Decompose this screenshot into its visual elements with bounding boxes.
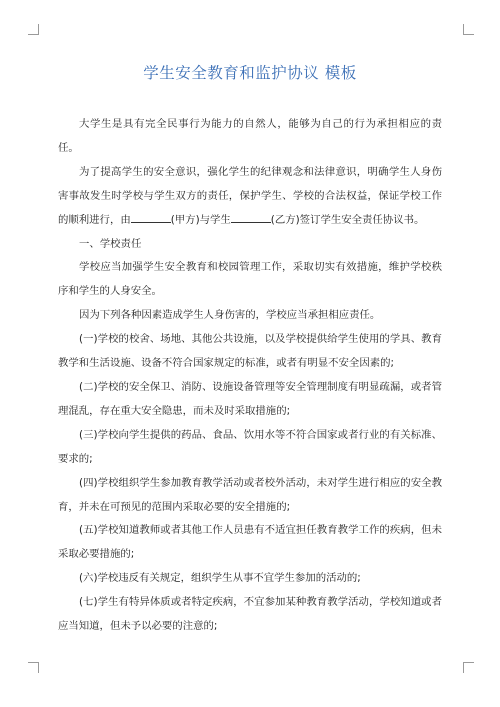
corner-mark-bottom-left xyxy=(28,662,39,673)
clause-6: (六)学校违反有关规定，组织学生从事不宜学生参加的活动的; xyxy=(79,572,361,585)
corner-mark-top-right xyxy=(463,24,474,35)
paragraph-intro xyxy=(58,161,442,233)
document-body xyxy=(58,113,442,639)
clause-5: (五)学校知道教师或者其他工作人员患有不适宜担任教育教学工作的疾病，但未采取必要措施的; xyxy=(58,524,442,561)
party-a-blank[interactable] xyxy=(131,212,171,223)
document-title: 学生安全教育和监护协议 模板 xyxy=(143,64,357,82)
section-heading: 一、学校责任 xyxy=(79,237,142,250)
clause-1: (一)学校的校舍、场地、其他公共设施，以及学校提供给学生使用的学具、教育教学和生活设施、设备不符合国家规定的标准，或者有明显不安全因素的; xyxy=(58,333,442,370)
intro-text-part2: (甲方)与学生 xyxy=(170,213,231,226)
corner-mark-top-left xyxy=(28,24,39,35)
clause-2: (二)学校的安全保卫、消防、设施设备管理等安全管理制度有明显疏漏，或者管理混乱，存在重大安全隐患，而未及时采取措施的; xyxy=(58,380,442,417)
clause-4: (四)学校组织学生参加教育教学活动或者校外活动，未对学生进行相应的安全教育，并未在可预见的范围内采取必要的安全措施的; xyxy=(58,476,442,513)
party-b-blank[interactable] xyxy=(231,212,271,223)
paragraph-1: 大学生是具有完全民事行为能力的自然人，能够为自己的行为承担相应的责任。 xyxy=(58,118,442,154)
corner-mark-bottom-right xyxy=(463,662,474,673)
paragraph-3: 因为下列各种因素造成学生人身伤害的，学校应当承担相应责任。 xyxy=(79,309,381,322)
intro-text-part1: 为了提高学生的安全意识，强化学生的纪律观念和法律意识，明确学生人身伤害事故发生时学校与学生双方的责任，保护学生、学校的合法权益，保证学校工作的顺利进行，由 xyxy=(58,165,442,226)
paragraph-2: 学校应当加强学生安全教育和校园管理工作，采取切实有效措施，维护学校秩序和学生的人身安全。 xyxy=(58,261,442,298)
intro-text-part3: (乙方)签订学生安全责任协议书。 xyxy=(270,213,425,226)
clause-3: (三)学校向学生提供的药品、食品、饮用水等不符合国家或者行业的有关标准、要求的; xyxy=(58,428,442,465)
clause-7: (七)学生有特异体质或者特定疾病，不宜参加某种教育教学活动，学校知道或者应当知道，但未予以必要的注意的; xyxy=(58,596,442,633)
